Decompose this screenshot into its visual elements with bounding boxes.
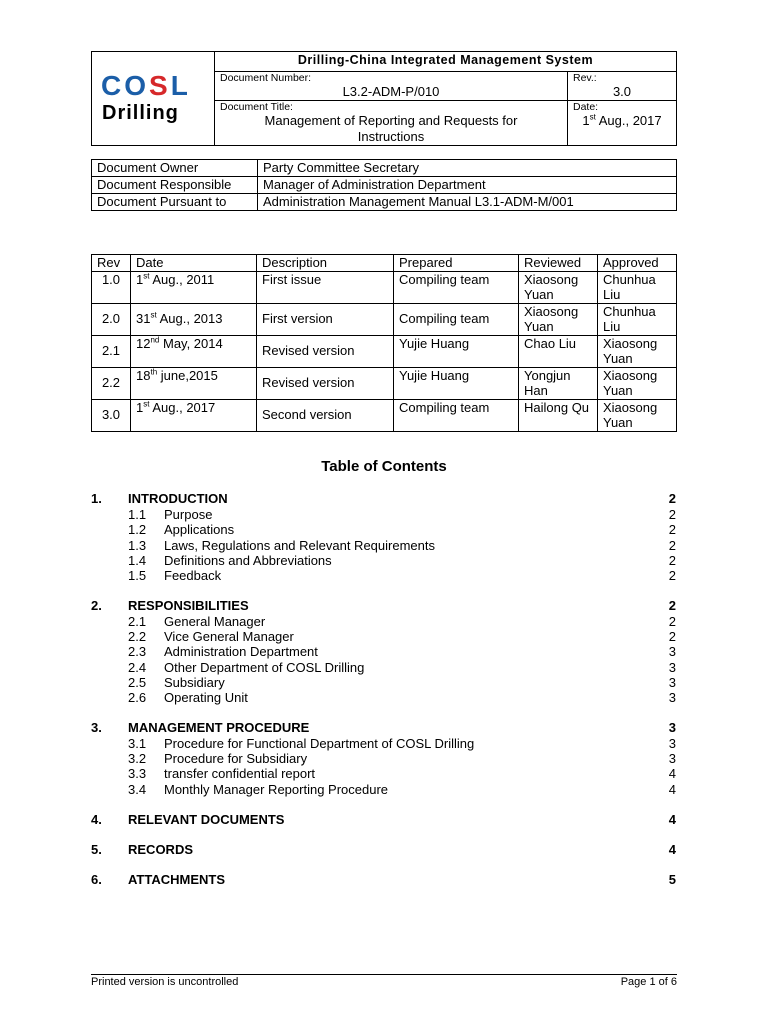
toc-item[interactable] — [91, 507, 677, 522]
approved-cell: Xiaosong Yuan — [598, 367, 677, 399]
toc-item-title: Definitions and Abbreviations — [164, 553, 332, 568]
approved-cell: Chunhua Liu — [598, 303, 677, 335]
owner-label: Document Responsible — [92, 177, 258, 194]
doc-title-cell — [215, 101, 568, 146]
table-row — [92, 399, 677, 431]
doc-title-label: Document Title: — [220, 101, 293, 113]
owner-row — [92, 177, 677, 194]
toc-item[interactable] — [91, 660, 677, 675]
toc-section[interactable] — [91, 598, 677, 613]
toc-section-number: 5. — [91, 842, 102, 857]
toc-item-number: 2.5 — [128, 675, 147, 690]
rev-cell: 3.0 — [92, 399, 131, 431]
approved-cell: Xiaosong Yuan — [598, 399, 677, 431]
prepared-cell: Compiling team — [394, 303, 519, 335]
toc-item-number: 2.4 — [128, 660, 147, 675]
description-cell: First issue — [257, 271, 394, 303]
toc-item-title: Monthly Manager Reporting Procedure — [164, 782, 389, 797]
toc-page-number: 2 — [668, 598, 676, 613]
col-header: Description — [257, 255, 394, 272]
rev-cell: 2.2 — [92, 367, 131, 399]
revision-header-row — [92, 255, 677, 272]
toc-section-number: 4. — [91, 812, 102, 827]
toc-item[interactable] — [91, 782, 677, 797]
toc-page-number: 3 — [668, 660, 676, 675]
date-label: Date: — [573, 101, 599, 113]
reviewed-cell: Hailong Qu — [519, 399, 598, 431]
toc-item-title: Administration Department — [164, 644, 318, 659]
owner-value: Administration Management Manual L3.1-ADM-M/001 — [258, 194, 677, 211]
owner-value: Party Committee Secretary — [258, 160, 677, 177]
toc-item-number: 1.1 — [128, 507, 147, 522]
toc-page-number: 4 — [668, 812, 676, 827]
toc-page-number: 2 — [668, 507, 676, 522]
toc-item-number: 3.4 — [128, 782, 147, 797]
drilling-logo-text: Drilling — [102, 102, 179, 124]
col-header: Approved — [598, 255, 677, 272]
toc-item[interactable] — [91, 614, 677, 629]
toc-item-title: Feedback — [164, 568, 222, 583]
toc-item-number: 2.2 — [128, 629, 147, 644]
toc-item-number: 1.5 — [128, 568, 147, 583]
toc-item-title: Operating Unit — [164, 690, 248, 705]
cosl-logo: COSL — [101, 70, 191, 101]
toc-page-number: 4 — [668, 842, 676, 857]
toc-item-number: 1.2 — [128, 522, 147, 537]
reviewed-cell: Xiaosong Yuan — [519, 271, 598, 303]
toc-page-number: 2 — [668, 491, 676, 506]
col-header: Reviewed — [519, 255, 598, 272]
rev-label: Rev.: — [573, 72, 597, 84]
toc-section-title: MANAGEMENT PROCEDURE — [128, 720, 310, 735]
toc-page-number: 2 — [668, 553, 676, 568]
toc-item[interactable] — [91, 568, 677, 583]
toc-page-number: 2 — [668, 538, 676, 553]
rev-cell: 2.0 — [92, 303, 131, 335]
owner-row — [92, 194, 677, 211]
toc-section[interactable] — [91, 842, 677, 857]
toc-item-number: 3.1 — [128, 736, 147, 751]
toc-item-title: General Manager — [164, 614, 266, 629]
description-cell: Second version — [257, 399, 394, 431]
table-row — [92, 303, 677, 335]
reviewed-cell: Yongjun Han — [519, 367, 598, 399]
toc-item[interactable] — [91, 766, 677, 781]
toc-page-number: 3 — [668, 690, 676, 705]
toc-section[interactable] — [91, 720, 677, 735]
toc-section-number: 6. — [91, 872, 102, 887]
toc-title: Table of Contents — [321, 458, 447, 475]
toc-item-number: 2.3 — [128, 644, 147, 659]
toc-section[interactable] — [91, 872, 677, 887]
toc-section-title: RESPONSIBILITIES — [128, 598, 249, 613]
toc-item[interactable] — [91, 751, 677, 766]
toc-item-title: Procedure for Functional Department of COSL Drilling — [164, 736, 475, 751]
toc-item[interactable] — [91, 690, 677, 705]
toc-page-number: 5 — [668, 872, 676, 887]
prepared-cell: Yujie Huang — [394, 335, 519, 367]
toc-item-title: Procedure for Subsidiary — [164, 751, 308, 766]
rev-value: 3.0 — [612, 84, 632, 99]
description-cell: First version — [257, 303, 394, 335]
system-title: Drilling-China Integrated Management System — [215, 52, 677, 72]
date-cell: 1st Aug., 2011 — [131, 271, 257, 303]
toc-item[interactable] — [91, 553, 677, 568]
toc-section-title: RECORDS — [128, 842, 194, 857]
page-number: Page 1 of 6 — [620, 976, 677, 988]
toc-section-title: INTRODUCTION — [128, 491, 228, 506]
owner-label: Document Owner — [92, 160, 258, 177]
toc-item[interactable] — [91, 629, 677, 644]
toc-page-number: 3 — [668, 751, 676, 766]
date-cell — [568, 101, 677, 146]
toc-page-number: 4 — [668, 766, 676, 781]
col-header: Prepared — [394, 255, 519, 272]
toc-item-title: Subsidiary — [164, 675, 225, 690]
description-cell: Revised version — [257, 367, 394, 399]
table-row — [92, 367, 677, 399]
col-header: Date — [131, 255, 257, 272]
toc-item-title: Other Department of COSL Drilling — [164, 660, 365, 675]
toc-section[interactable] — [91, 491, 677, 506]
date-cell: 18th june,2015 — [131, 367, 257, 399]
toc-page-number: 4 — [668, 782, 676, 797]
toc-item-number: 1.3 — [128, 538, 147, 553]
document-header-table — [91, 51, 677, 146]
toc-page-number: 3 — [668, 720, 676, 735]
document-owner-table — [91, 159, 677, 211]
owner-row — [92, 160, 677, 177]
approved-cell: Xiaosong Yuan — [598, 335, 677, 367]
footer-divider — [91, 974, 677, 975]
toc-item[interactable] — [91, 736, 677, 751]
toc-section[interactable] — [91, 812, 677, 827]
reviewed-cell: Chao Liu — [519, 335, 598, 367]
rev-cell: 2.1 — [92, 335, 131, 367]
logo-cell — [92, 52, 215, 146]
toc-page-number: 2 — [668, 568, 676, 583]
date-cell: 1st Aug., 2017 — [131, 399, 257, 431]
doc-number-cell — [215, 72, 568, 101]
doc-number-label: Document Number: — [220, 72, 312, 84]
date-value: 1st Aug., 2017 — [582, 112, 662, 128]
prepared-cell: Compiling team — [394, 271, 519, 303]
description-cell: Revised version — [257, 335, 394, 367]
prepared-cell: Yujie Huang — [394, 367, 519, 399]
toc-page-number: 2 — [668, 614, 676, 629]
toc-item-title: Vice General Manager — [164, 629, 294, 644]
toc-page-number: 2 — [668, 629, 676, 644]
toc-item-number: 3.2 — [128, 751, 147, 766]
toc-section-title: ATTACHMENTS — [128, 872, 226, 887]
revision-history-table — [91, 254, 677, 432]
toc-item-title: transfer confidential report — [164, 766, 316, 781]
toc-section-number: 1. — [91, 491, 102, 506]
toc-item-number: 2.6 — [128, 690, 147, 705]
toc-page-number: 3 — [668, 644, 676, 659]
toc-item-title: Applications — [164, 522, 235, 537]
owner-value: Manager of Administration Department — [258, 177, 677, 194]
toc-item[interactable] — [91, 522, 677, 537]
toc-item-title: Purpose — [164, 507, 213, 522]
approved-cell: Chunhua Liu — [598, 271, 677, 303]
rev-cell: 1.0 — [92, 271, 131, 303]
toc-item-title: Laws, Regulations and Relevant Requirements — [164, 538, 435, 553]
table-row — [92, 335, 677, 367]
col-header: Rev — [92, 255, 131, 272]
date-cell: 12nd May, 2014 — [131, 335, 257, 367]
toc-page-number: 3 — [668, 736, 676, 751]
toc-item-number: 2.1 — [128, 614, 147, 629]
doc-title-value: Management of Reporting and Requests for Instructions — [264, 113, 518, 144]
rev-cell — [568, 72, 677, 101]
toc-section-number: 3. — [91, 720, 102, 735]
toc-page-number: 3 — [668, 675, 676, 690]
table-row — [92, 271, 677, 303]
prepared-cell: Compiling team — [394, 399, 519, 431]
toc-item[interactable] — [91, 644, 677, 659]
date-cell: 31st Aug., 2013 — [131, 303, 257, 335]
reviewed-cell: Xiaosong Yuan — [519, 303, 598, 335]
toc-item-number: 3.3 — [128, 766, 147, 781]
toc-section-title: RELEVANT DOCUMENTS — [128, 812, 285, 827]
toc-item[interactable] — [91, 675, 677, 690]
toc-section-number: 2. — [91, 598, 102, 613]
toc-page-number: 2 — [668, 522, 676, 537]
doc-number-value: L3.2-ADM-P/010 — [342, 84, 440, 99]
footer-note: Printed version is uncontrolled — [91, 976, 239, 988]
toc-item[interactable] — [91, 538, 677, 553]
toc-item-number: 1.4 — [128, 553, 147, 568]
owner-label: Document Pursuant to — [92, 194, 258, 211]
